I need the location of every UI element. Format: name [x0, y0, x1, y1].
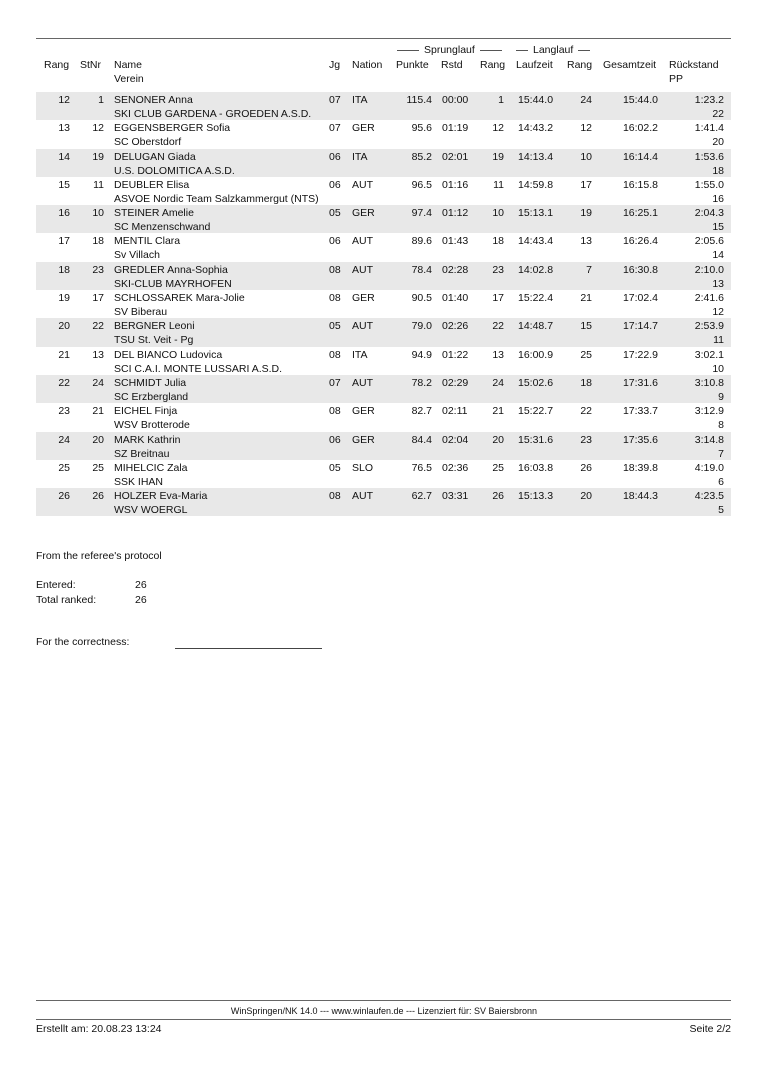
cell-pp: 5 — [718, 504, 724, 517]
cell-name: MIHELCIC Zala — [114, 461, 188, 474]
cell-rstd: 02:28 — [442, 263, 469, 276]
cell-laufzeit: 15:44.0 — [518, 94, 554, 106]
cell-gesamt: 17:31.6 — [622, 376, 658, 389]
cell-rueck: 2:05.6 — [694, 235, 724, 248]
cell-punkte: 78.4 — [411, 263, 432, 276]
cell-jg: 07 — [329, 94, 341, 106]
col-header-laufzeit: Laufzeit — [516, 59, 553, 71]
table-row — [36, 488, 731, 516]
cell-pp: 22 — [712, 108, 724, 120]
table-row — [36, 262, 731, 290]
cell-club: SC Menzenschwand — [114, 221, 211, 234]
cell-gesamt: 16:14.4 — [622, 150, 658, 163]
cell-rueck: 1:55.0 — [694, 178, 724, 191]
cell-name: BERGNER Leoni — [114, 320, 195, 333]
cell-rang: 21 — [58, 348, 70, 361]
cell-jg: 05 — [329, 461, 341, 474]
cell-gesamt: 16:25.1 — [622, 207, 658, 220]
cell-gesamt: 18:39.8 — [622, 461, 658, 474]
col-header-pp: PP — [669, 73, 684, 85]
table-row — [36, 460, 731, 488]
cell-rang: 15 — [58, 178, 70, 191]
cell-rueck: 4:19.0 — [694, 461, 724, 474]
cell-nation: AUT — [352, 178, 373, 191]
cell-jg: 08 — [329, 263, 341, 276]
cell-rstd: 01:16 — [442, 178, 469, 191]
cell-rx: 15 — [580, 320, 592, 333]
cell-rj: 24 — [492, 376, 504, 389]
cell-rj: 20 — [492, 433, 504, 446]
cell-name: SENONER Anna — [114, 94, 193, 106]
cell-gesamt: 16:26.4 — [622, 235, 658, 248]
cell-rx: 23 — [580, 433, 592, 446]
cell-rueck: 3:02.1 — [694, 348, 724, 361]
cell-gesamt: 15:44.0 — [622, 94, 658, 106]
cell-rx: 17 — [580, 178, 592, 191]
table-row — [36, 347, 731, 375]
cell-name: DEL BIANCO Ludovica — [114, 348, 223, 361]
cell-rang: 17 — [58, 235, 70, 248]
cell-name: DEUBLER Elisa — [114, 178, 190, 191]
cell-name: STEINER Amelie — [114, 207, 194, 220]
cell-rueck: 3:14.8 — [694, 433, 724, 446]
cell-jg: 06 — [329, 235, 341, 248]
cell-rang: 25 — [58, 461, 70, 474]
cell-rueck: 4:23.5 — [694, 490, 724, 503]
cell-pp: 9 — [718, 390, 724, 403]
cell-club: SV Biberau — [114, 306, 168, 319]
cell-rang: 14 — [58, 150, 70, 163]
cell-rx: 13 — [580, 235, 592, 248]
cell-rang: 18 — [58, 263, 70, 276]
cell-punkte: 94.9 — [411, 348, 432, 361]
cell-punkte: 82.7 — [411, 405, 432, 418]
cell-rj: 12 — [492, 122, 504, 135]
cell-club: SCI C.A.I. MONTE LUSSARI A.S.D. — [114, 362, 283, 375]
cell-pp: 14 — [712, 249, 724, 262]
cell-rueck: 1:53.6 — [694, 150, 724, 163]
cell-stnr: 26 — [92, 490, 104, 503]
col-header-nation: Nation — [352, 59, 383, 71]
cell-name: SCHMIDT Julia — [114, 376, 187, 389]
cell-laufzeit: 15:13.1 — [518, 207, 554, 220]
table-row — [36, 403, 731, 431]
cell-gesamt: 17:35.6 — [622, 433, 658, 446]
cell-punkte: 90.5 — [411, 292, 432, 305]
cell-jg: 08 — [329, 292, 341, 305]
group-header-jump — [397, 43, 502, 57]
cell-rx: 25 — [580, 348, 592, 361]
entered-label: Entered: — [36, 579, 76, 591]
cell-rj: 13 — [492, 348, 504, 361]
cell-rx: 12 — [580, 122, 592, 135]
col-header-rueckstand: Rückstand — [669, 59, 719, 71]
cell-rj: 23 — [492, 263, 504, 276]
cell-punkte: 96.5 — [411, 178, 432, 191]
table-row — [36, 120, 731, 148]
cell-name: MARK Kathrin — [114, 433, 181, 446]
cell-rj: 19 — [492, 150, 504, 163]
cell-stnr: 25 — [92, 461, 104, 474]
cell-punkte: 62.7 — [411, 490, 432, 503]
cell-nation: ITA — [352, 150, 368, 163]
cell-gesamt: 16:15.8 — [622, 178, 658, 191]
cell-stnr: 13 — [92, 348, 104, 361]
cell-rstd: 02:04 — [442, 433, 469, 446]
cell-stnr: 19 — [92, 150, 104, 163]
cell-jg: 07 — [329, 122, 341, 135]
col-header-rang-jump: Rang — [480, 59, 506, 71]
cell-rstd: 01:43 — [442, 235, 469, 248]
cell-nation: ITA — [352, 348, 368, 361]
group-xc-label: Langlauf — [533, 44, 574, 56]
cell-rstd: 02:29 — [442, 376, 469, 389]
cell-club: ASVOE Nordic Team Salzkammergut (NTS) — [114, 192, 319, 205]
table-row — [36, 318, 731, 346]
table-row — [36, 177, 731, 205]
cell-club: SKI-CLUB MAYRHOFEN — [114, 277, 232, 290]
cell-laufzeit: 16:03.8 — [518, 461, 554, 474]
cell-gesamt: 16:02.2 — [622, 122, 658, 135]
cell-rang: 23 — [58, 405, 70, 418]
cell-rj: 21 — [492, 405, 504, 418]
cell-nation: SLO — [352, 461, 374, 474]
cell-rx: 22 — [580, 405, 592, 418]
footer-created: Erstellt am: 20.08.23 13:24 — [36, 1023, 162, 1035]
cell-rx: 24 — [580, 94, 592, 106]
cell-gesamt: 16:30.8 — [622, 263, 658, 276]
cell-rj: 10 — [492, 207, 504, 220]
cell-laufzeit: 15:31.6 — [518, 433, 554, 446]
col-header-name: Name — [114, 59, 143, 71]
col-header-jg: Jg — [329, 59, 341, 71]
cell-pp: 12 — [712, 306, 724, 319]
col-header-gesamtzeit: Gesamtzeit — [603, 59, 657, 71]
cell-stnr: 10 — [92, 207, 104, 220]
cell-name: EGGENSBERGER Sofia — [114, 122, 231, 135]
cell-nation: GER — [352, 433, 375, 446]
cell-rstd: 02:26 — [442, 320, 469, 333]
cell-name: GREDLER Anna-Sophia — [114, 263, 228, 276]
table-row — [36, 375, 731, 403]
cell-rj: 1 — [498, 94, 504, 106]
signature-line — [175, 648, 322, 649]
cell-rueck: 3:12.9 — [694, 405, 724, 418]
cell-pp: 10 — [712, 362, 724, 375]
cell-club: SZ Breitnau — [114, 447, 170, 460]
cell-rj: 18 — [492, 235, 504, 248]
cell-rstd: 02:11 — [442, 405, 468, 418]
cell-rx: 18 — [580, 376, 592, 389]
cell-laufzeit: 14:43.4 — [518, 235, 554, 248]
cell-jg: 07 — [329, 376, 341, 389]
cell-rang: 26 — [58, 490, 70, 503]
footer-software: WinSpringen/NK 14.0 --- www.winlaufen.de --- Lizenziert für: SV Baiersbronn — [230, 1006, 538, 1016]
cell-laufzeit: 14:13.4 — [518, 150, 554, 163]
cell-rj: 26 — [492, 490, 504, 503]
cell-jg: 06 — [329, 150, 341, 163]
cell-laufzeit: 15:22.4 — [518, 292, 554, 305]
cell-name: DELUGAN Giada — [114, 150, 196, 163]
cell-rang: 24 — [58, 433, 70, 446]
table-row — [36, 149, 731, 177]
results-table — [36, 92, 731, 516]
cell-rueck: 2:41.6 — [694, 292, 724, 305]
cell-nation: ITA — [352, 94, 368, 106]
col-header-rang-xc: Rang — [567, 59, 593, 71]
cell-rueck: 1:41.4 — [694, 122, 724, 135]
cell-gesamt: 17:02.4 — [622, 292, 658, 305]
cell-nation: GER — [352, 292, 375, 305]
cell-punkte: 76.5 — [411, 461, 432, 474]
cell-rang: 22 — [58, 376, 70, 389]
cell-stnr: 23 — [92, 263, 104, 276]
cell-rx: 20 — [580, 490, 592, 503]
cell-pp: 13 — [712, 277, 724, 290]
cell-jg: 06 — [329, 433, 341, 446]
col-header-rang: Rang — [44, 59, 70, 71]
cell-gesamt: 17:22.9 — [622, 348, 658, 361]
cell-club: SSK IHAN — [114, 475, 164, 488]
cell-rstd: 01:12 — [442, 207, 469, 220]
cell-punkte: 79.0 — [411, 320, 432, 333]
col-header-stnr: StNr — [80, 59, 101, 71]
cell-rj: 17 — [492, 292, 504, 305]
cell-stnr: 24 — [92, 376, 104, 389]
cell-rj: 22 — [492, 320, 504, 333]
cell-rstd: 02:36 — [442, 461, 469, 474]
cell-rx: 10 — [580, 150, 592, 163]
total-ranked-value: 26 — [135, 594, 147, 606]
cell-rueck: 1:23.2 — [694, 94, 724, 106]
cell-rx: 21 — [580, 292, 592, 305]
cell-nation: GER — [352, 207, 375, 220]
cell-nation: AUT — [352, 376, 373, 389]
cell-club: SC Oberstdorf — [114, 136, 182, 149]
group-header-xc — [516, 43, 590, 57]
cell-pp: 15 — [712, 221, 724, 234]
cell-stnr: 17 — [92, 292, 104, 305]
entered-value: 26 — [135, 579, 147, 591]
cell-rj: 25 — [492, 461, 504, 474]
cell-punkte: 97.4 — [411, 207, 432, 220]
cell-nation: GER — [352, 122, 375, 135]
cell-rueck: 3:10.8 — [694, 376, 724, 389]
total-ranked-label: Total ranked: — [36, 594, 97, 606]
cell-rx: 26 — [580, 461, 592, 474]
cell-rstd: 01:40 — [442, 292, 469, 305]
group-jump-label: Sprunglauf — [424, 44, 475, 56]
protocol-title: From the referee's protocol — [36, 550, 162, 562]
cell-club: Sv Villach — [114, 249, 160, 262]
cell-laufzeit: 15:13.3 — [518, 490, 554, 503]
cell-club: WSV Brotterode — [114, 419, 190, 432]
cell-rstd: 01:22 — [442, 348, 469, 361]
cell-laufzeit: 15:22.7 — [518, 405, 554, 418]
cell-punkte: 95.6 — [411, 122, 432, 135]
correctness-label: For the correctness: — [36, 636, 130, 648]
cell-rstd: 00:00 — [442, 94, 469, 106]
cell-name: SCHLOSSAREK Mara-Jolie — [114, 292, 245, 305]
cell-jg: 08 — [329, 348, 341, 361]
cell-gesamt: 18:44.3 — [622, 490, 658, 503]
cell-rstd: 02:01 — [442, 150, 469, 163]
table-row — [36, 205, 731, 233]
cell-stnr: 20 — [92, 433, 104, 446]
cell-punkte: 84.4 — [411, 433, 432, 446]
cell-punkte: 89.6 — [411, 235, 432, 248]
cell-nation: AUT — [352, 320, 373, 333]
cell-stnr: 1 — [98, 94, 104, 106]
cell-jg: 08 — [329, 490, 341, 503]
cell-laufzeit: 14:02.8 — [518, 263, 554, 276]
cell-club: SKI CLUB GARDENA - GROEDEN A.S.D. — [114, 108, 312, 120]
cell-laufzeit: 14:43.2 — [518, 122, 554, 135]
cell-stnr: 22 — [92, 320, 104, 333]
cell-club: SC Erzbergland — [114, 390, 189, 403]
footer-page: Seite 2/2 — [689, 1023, 731, 1035]
cell-stnr: 21 — [92, 405, 104, 418]
cell-rstd: 01:19 — [442, 122, 469, 135]
col-header-punkte: Punkte — [396, 59, 429, 71]
cell-rang: 16 — [58, 207, 70, 220]
cell-rstd: 03:31 — [442, 490, 469, 503]
cell-rang: 13 — [58, 122, 70, 135]
cell-rj: 11 — [493, 178, 504, 191]
table-row — [36, 233, 731, 261]
cell-laufzeit: 16:00.9 — [518, 348, 554, 361]
cell-jg: 05 — [329, 207, 341, 220]
cell-rang: 12 — [58, 94, 70, 106]
header-top-rule — [36, 38, 731, 39]
cell-laufzeit: 14:48.7 — [518, 320, 554, 333]
cell-rang: 19 — [58, 292, 70, 305]
cell-pp: 20 — [712, 136, 724, 149]
cell-laufzeit: 15:02.6 — [518, 376, 554, 389]
cell-club: TSU St. Veit - Pg — [114, 334, 194, 347]
cell-pp: 7 — [718, 447, 724, 460]
col-header-rstd: Rstd — [441, 59, 463, 71]
cell-gesamt: 17:33.7 — [622, 405, 658, 418]
cell-name: EICHEL Finja — [114, 405, 178, 418]
footer-rule-top — [36, 1000, 731, 1001]
cell-name: HOLZER Eva-Maria — [114, 490, 208, 503]
cell-nation: AUT — [352, 235, 373, 248]
cell-nation: AUT — [352, 490, 373, 503]
table-row — [36, 432, 731, 460]
cell-punkte: 85.2 — [411, 150, 432, 163]
cell-club: U.S. DOLOMITICA A.S.D. — [114, 164, 235, 177]
cell-pp: 6 — [718, 475, 724, 488]
cell-jg: 05 — [329, 320, 341, 333]
cell-punkte: 78.2 — [411, 376, 432, 389]
col-header-verein: Verein — [114, 73, 144, 85]
cell-name: MENTIL Clara — [114, 235, 181, 248]
cell-pp: 16 — [712, 192, 724, 205]
table-row — [36, 290, 731, 318]
cell-rx: 7 — [586, 263, 592, 276]
cell-laufzeit: 14:59.8 — [518, 178, 554, 191]
cell-punkte: 115.4 — [406, 94, 432, 106]
table-row — [36, 92, 731, 120]
cell-gesamt: 17:14.7 — [622, 320, 658, 333]
cell-nation: GER — [352, 405, 375, 418]
cell-nation: AUT — [352, 263, 373, 276]
cell-rueck: 2:04.3 — [694, 207, 724, 220]
cell-rueck: 2:53.9 — [694, 320, 724, 333]
cell-rx: 19 — [580, 207, 592, 220]
cell-jg: 08 — [329, 405, 341, 418]
cell-stnr: 18 — [92, 235, 104, 248]
cell-pp: 11 — [713, 334, 724, 347]
cell-stnr: 11 — [93, 178, 104, 191]
cell-club: WSV WOERGL — [114, 504, 188, 517]
cell-pp: 18 — [712, 164, 724, 177]
footer-rule-bottom — [36, 1019, 731, 1020]
cell-rang: 20 — [58, 320, 70, 333]
cell-rueck: 2:10.0 — [694, 263, 724, 276]
cell-stnr: 12 — [92, 122, 104, 135]
cell-pp: 8 — [718, 419, 724, 432]
cell-jg: 06 — [329, 178, 341, 191]
